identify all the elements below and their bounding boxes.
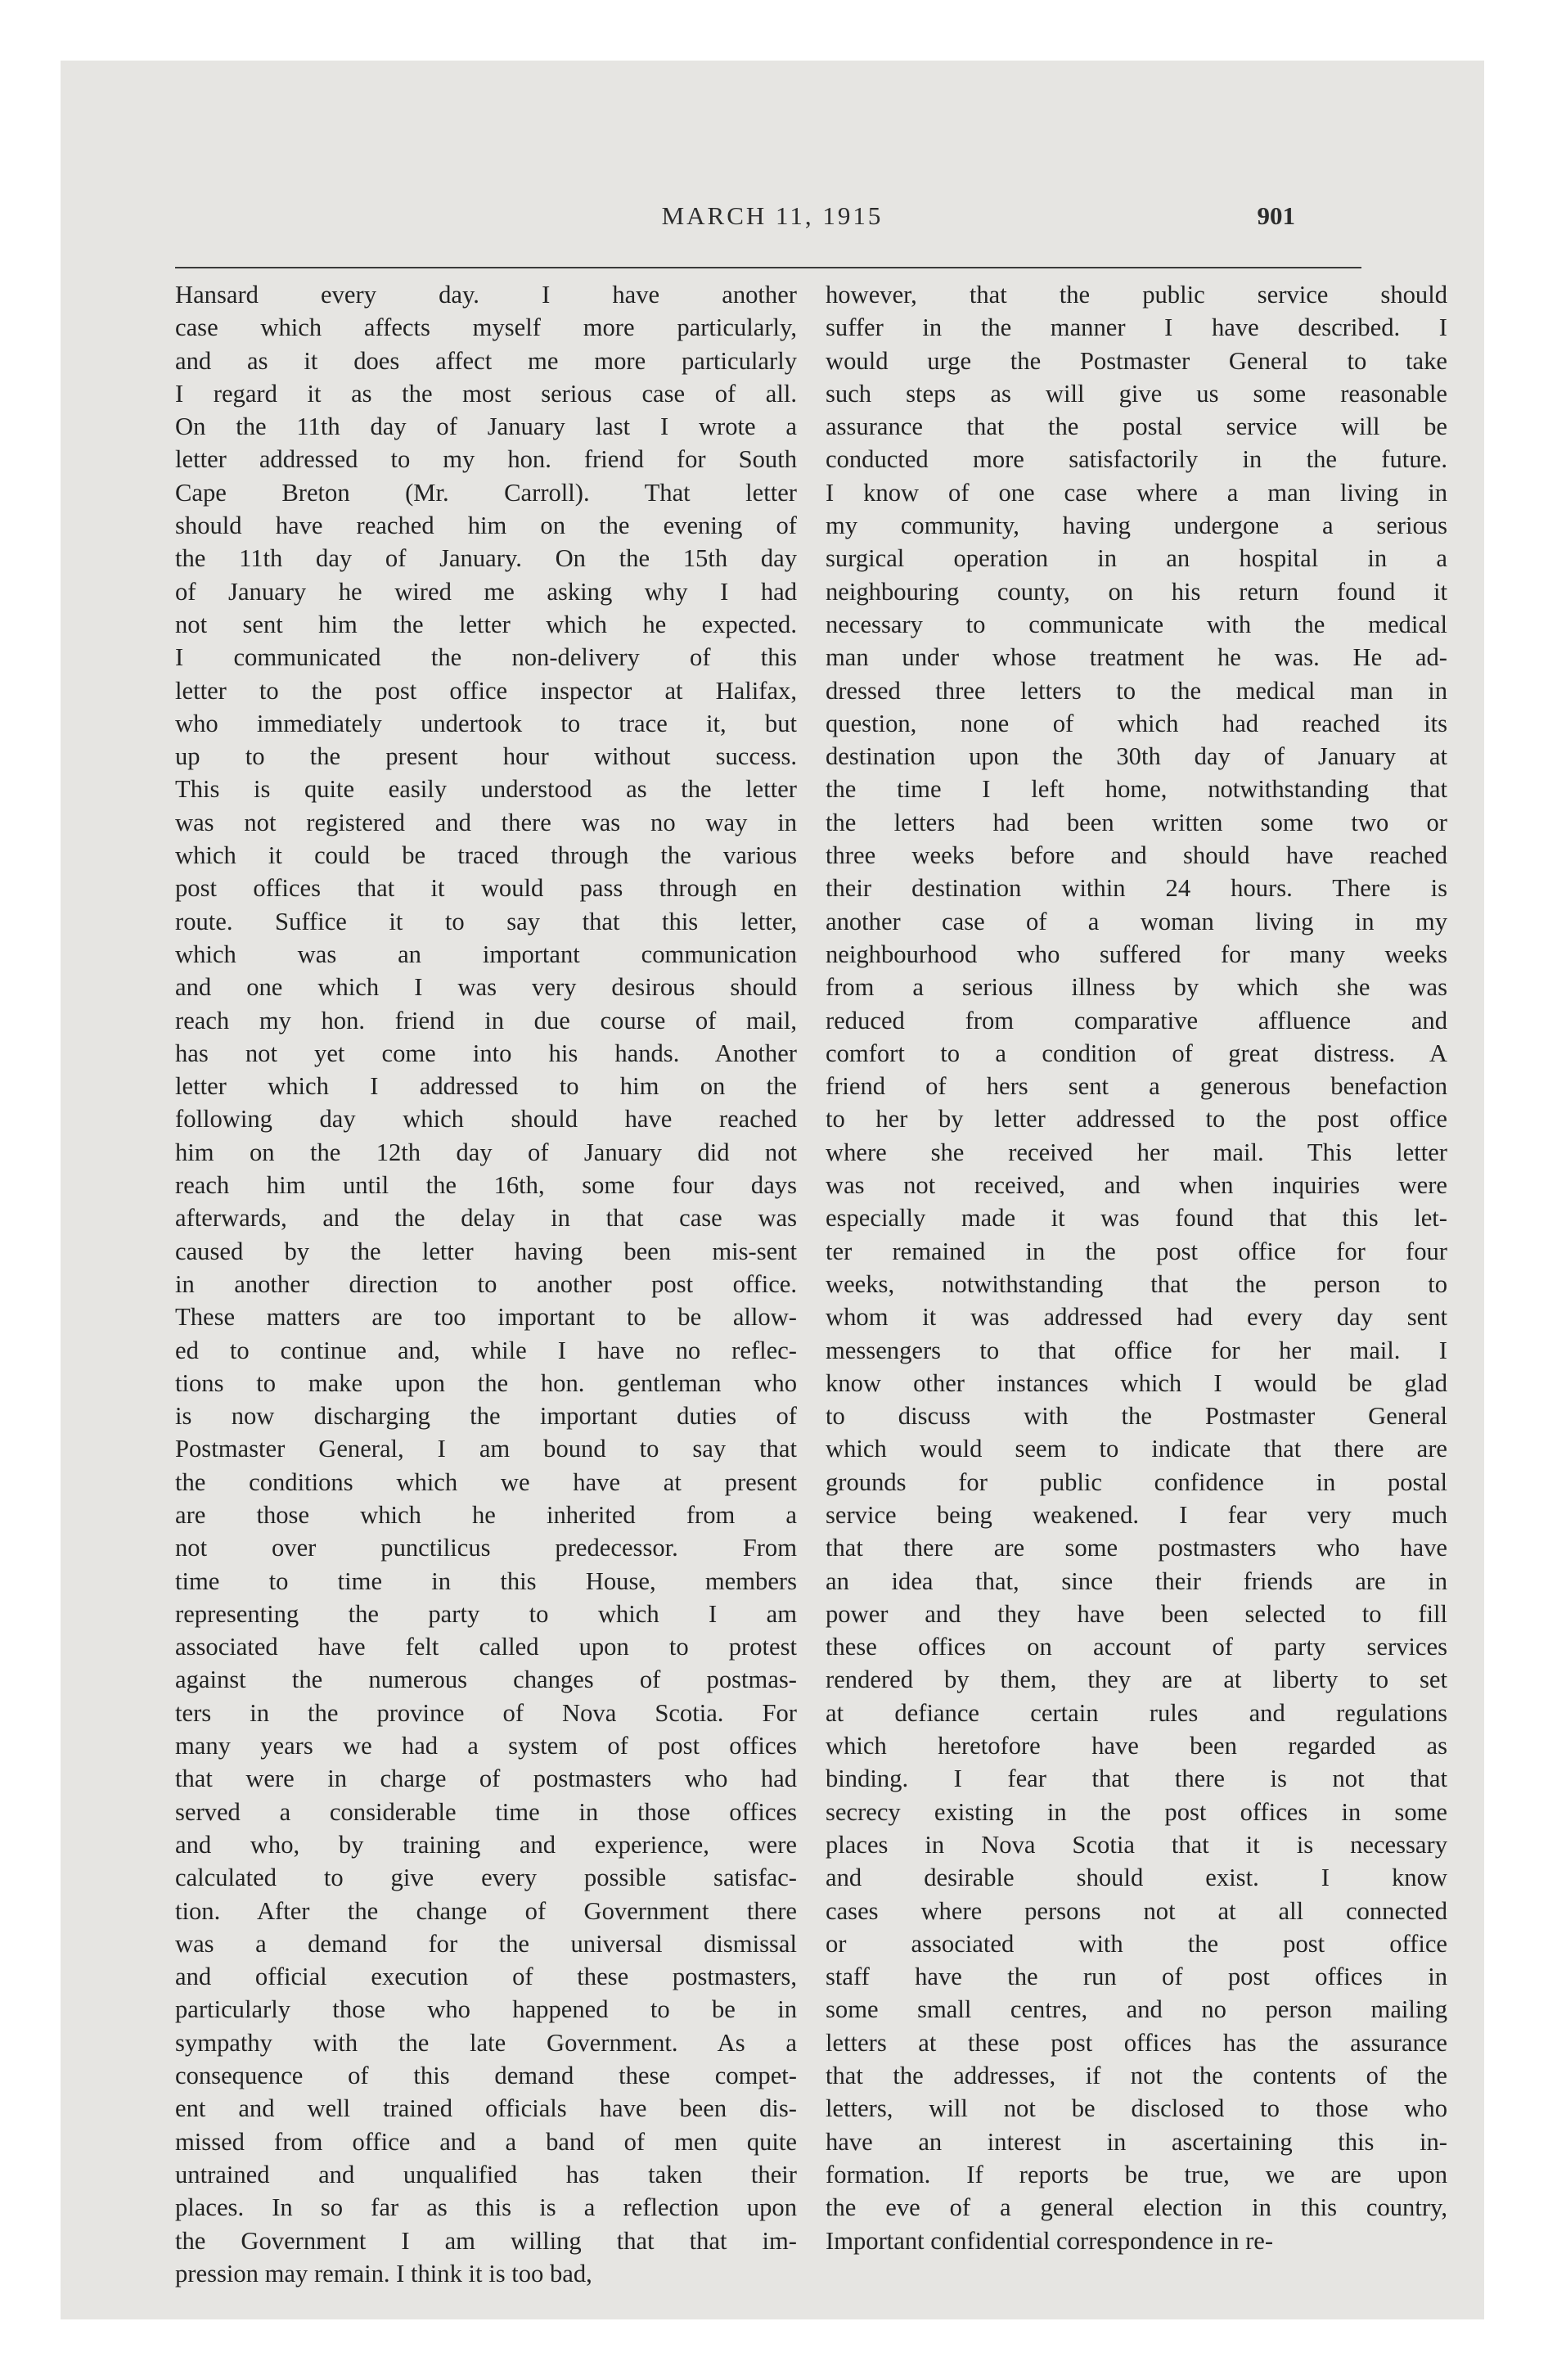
- text-line: should have reached him on the evening of: [175, 512, 797, 540]
- text-line: places. In so far as this is a reflection upon: [175, 2193, 797, 2222]
- text-line: from a serious illness by which she was: [826, 973, 1447, 1002]
- text-line: This is quite easily understood as the letter: [175, 775, 797, 804]
- text-line: particularly those who happened to be in: [175, 1995, 797, 2024]
- text-line: not sent him the letter which he expected.: [175, 610, 797, 638]
- text-line: I regard it as the most serious case of all.: [175, 379, 797, 408]
- text-line: letters, will not be disclosed to those who: [826, 2094, 1447, 2123]
- text-line: I know of one case where a man living in: [826, 478, 1447, 507]
- text-line: letter to the post office inspector at Halifax,: [175, 676, 797, 705]
- text-line: formation. If reports be true, we are upon: [826, 2160, 1447, 2188]
- text-line: their destination within 24 hours. There is: [826, 874, 1447, 903]
- text-line: suffer in the manner I have described. I: [826, 313, 1447, 342]
- text-line: the letters had been written some two or: [826, 808, 1447, 836]
- page: [61, 61, 1484, 2319]
- text-line: which it could be traced through the various: [175, 841, 797, 870]
- text-line: an idea that, since their friends are in: [826, 1566, 1447, 1595]
- text-line: comfort to a condition of great distress. A: [826, 1039, 1447, 1067]
- text-line: ters in the province of Nova Scotia. For: [175, 1698, 797, 1727]
- text-line: Important confidential correspondence in re-: [826, 2226, 1274, 2255]
- text-line: letter which I addressed to him on the: [175, 1072, 797, 1101]
- text-line: would urge the Postmaster General to take: [826, 346, 1447, 375]
- text-line: sympathy with the late Government. As a: [175, 2028, 797, 2057]
- text-line: the eve of a general election in this country,: [826, 2193, 1447, 2222]
- text-line: Postmaster General, I am bound to say that: [175, 1435, 797, 1463]
- text-line: cases where persons not at all connected: [826, 1896, 1447, 1925]
- text-line: who immediately undertook to trace it, but: [175, 709, 797, 737]
- left-column: [175, 278, 797, 2290]
- text-line: places in Nova Scotia that it is necessary: [826, 1830, 1447, 1859]
- page-title: MARCH 11, 1915: [661, 201, 884, 230]
- text-line: necessary to communicate with the medical: [826, 610, 1447, 638]
- text-line: have an interest in ascertaining this in-: [826, 2127, 1447, 2156]
- text-line: power and they have been selected to fill: [826, 1599, 1447, 1628]
- text-line: against the numerous changes of postmas-: [175, 1666, 797, 1694]
- text-line: to her by letter addressed to the post office: [826, 1105, 1447, 1134]
- text-line: rendered by them, they are at liberty to set: [826, 1666, 1447, 1694]
- text-line: to discuss with the Postmaster General: [826, 1402, 1447, 1431]
- text-line: These matters are too important to be allow-: [175, 1303, 797, 1332]
- text-line: is now discharging the important duties of: [175, 1402, 797, 1431]
- text-line: assurance that the postal service will be: [826, 412, 1447, 441]
- text-line: of January he wired me asking why I had: [175, 577, 797, 606]
- text-line: following day which should have reached: [175, 1105, 797, 1134]
- text-line: tions to make upon the hon. gentleman who: [175, 1368, 797, 1397]
- text-line: route. Suffice it to say that this letter,: [175, 907, 797, 935]
- text-line: which was an important communication: [175, 940, 797, 968]
- text-line: was not received, and when inquiries were: [826, 1171, 1447, 1200]
- header-rule: [175, 267, 1361, 268]
- text-line: my community, having undergone a serious: [826, 512, 1447, 540]
- text-line: at defiance certain rules and regulations: [826, 1698, 1447, 1727]
- text-line: in another direction to another post office.: [175, 1269, 797, 1298]
- text-line: reach him until the 16th, some four days: [175, 1171, 797, 1200]
- text-line: caused by the letter having been mis-sent: [175, 1237, 797, 1265]
- text-line: case which affects myself more particularly,: [175, 313, 797, 342]
- text-line: not over punctilicus predecessor. From: [175, 1534, 797, 1562]
- text-line: where she received her mail. This letter: [826, 1138, 1447, 1166]
- text-line: three weeks before and should have reached: [826, 841, 1447, 870]
- text-line: weeks, notwithstanding that the person to: [826, 1269, 1447, 1298]
- text-line: staff have the run of post offices in: [826, 1963, 1447, 1991]
- text-line: messengers to that office for her mail. I: [826, 1336, 1447, 1364]
- text-line: man under whose treatment he was. He ad-: [826, 643, 1447, 672]
- text-line: and who, by training and experience, were: [175, 1830, 797, 1859]
- page-number: 901: [1257, 201, 1295, 230]
- text-line: which would seem to indicate that there are: [826, 1435, 1447, 1463]
- text-line: time to time in this House, members: [175, 1566, 797, 1595]
- right-column: [826, 278, 1447, 2257]
- text-line: many years we had a system of post offices: [175, 1732, 797, 1760]
- text-line: tion. After the change of Government there: [175, 1896, 797, 1925]
- text-line: the conditions which we have at present: [175, 1467, 797, 1496]
- text-line: that were in charge of postmasters who had: [175, 1765, 797, 1793]
- text-line: especially made it was found that this let-: [826, 1204, 1447, 1233]
- text-line: ter remained in the post office for four: [826, 1237, 1447, 1265]
- text-line: know other instances which I would be glad: [826, 1368, 1447, 1397]
- text-line: reduced from comparative affluence and: [826, 1006, 1447, 1034]
- text-line: I communicated the non-delivery of this: [175, 643, 797, 672]
- text-line: associated have felt called upon to protest: [175, 1633, 797, 1661]
- text-line: reach my hon. friend in due course of mail,: [175, 1006, 797, 1034]
- running-head: [61, 201, 1484, 234]
- text-line: letter addressed to my hon. friend for South: [175, 445, 797, 474]
- text-line: some small centres, and no person mailing: [826, 1995, 1447, 2024]
- text-line: On the 11th day of January last I wrote a: [175, 412, 797, 441]
- text-line: missed from office and a band of men quite: [175, 2127, 797, 2156]
- text-line: was a demand for the universal dismissal: [175, 1929, 797, 1958]
- text-line: that the addresses, if not the contents of the: [826, 2062, 1447, 2090]
- text-line: another case of a woman living in my: [826, 907, 1447, 935]
- text-line: however, that the public service should: [826, 281, 1447, 309]
- text-line: neighbourhood who suffered for many weeks: [826, 940, 1447, 968]
- text-line: and as it does affect me more particularly: [175, 346, 797, 375]
- text-line: or associated with the post office: [826, 1929, 1447, 1958]
- text-line: question, none of which had reached its: [826, 709, 1447, 737]
- text-line: which heretofore have been regarded as: [826, 1732, 1447, 1760]
- text-line: grounds for public confidence in postal: [826, 1467, 1447, 1496]
- text-line: ent and well trained officials have been dis-: [175, 2094, 797, 2123]
- text-line: friend of hers sent a generous benefaction: [826, 1072, 1447, 1101]
- text-line: the 11th day of January. On the 15th day: [175, 544, 797, 573]
- text-line: the Government I am willing that that im-: [175, 2226, 797, 2255]
- text-line: secrecy existing in the post offices in some: [826, 1797, 1447, 1826]
- text-line: conducted more satisfactorily in the future.: [826, 445, 1447, 474]
- text-line: ed to continue and, while I have no reflec-: [175, 1336, 797, 1364]
- text-line: surgical operation in an hospital in a: [826, 544, 1447, 573]
- text-line: dressed three letters to the medical man in: [826, 676, 1447, 705]
- text-line: served a considerable time in those offices: [175, 1797, 797, 1826]
- text-line: the time I left home, notwithstanding that: [826, 775, 1447, 804]
- text-line: service being weakened. I fear very much: [826, 1500, 1447, 1529]
- text-line: are those which he inherited from a: [175, 1500, 797, 1529]
- text-line: afterwards, and the delay in that case was: [175, 1204, 797, 1233]
- text-line: these offices on account of party services: [826, 1633, 1447, 1661]
- text-line: post offices that it would pass through en: [175, 874, 797, 903]
- text-line: has not yet come into his hands. Another: [175, 1039, 797, 1067]
- text-line: such steps as will give us some reasonable: [826, 379, 1447, 408]
- text-line: destination upon the 30th day of January at: [826, 742, 1447, 771]
- text-line: up to the present hour without success.: [175, 742, 797, 771]
- text-line: neighbouring county, on his return found it: [826, 577, 1447, 606]
- text-line: Cape Breton (Mr. Carroll). That letter: [175, 478, 797, 507]
- text-line: and one which I was very desirous should: [175, 973, 797, 1002]
- text-line: and official execution of these postmasters,: [175, 1963, 797, 1991]
- text-line: calculated to give every possible satisfac-: [175, 1864, 797, 1892]
- text-line: was not registered and there was no way in: [175, 808, 797, 836]
- text-line: pression may remain. I think it is too bad,: [175, 2259, 592, 2288]
- text-line: representing the party to which I am: [175, 1599, 797, 1628]
- text-line: binding. I fear that there is not that: [826, 1765, 1447, 1793]
- text-line: untrained and unqualified has taken their: [175, 2160, 797, 2188]
- text-line: him on the 12th day of January did not: [175, 1138, 797, 1166]
- text-line: that there are some postmasters who have: [826, 1534, 1447, 1562]
- text-line: Hansard every day. I have another: [175, 281, 797, 309]
- text-line: consequence of this demand these compet-: [175, 2062, 797, 2090]
- text-line: whom it was addressed had every day sent: [826, 1303, 1447, 1332]
- text-line: and desirable should exist. I know: [826, 1864, 1447, 1892]
- text-line: letters at these post offices has the assurance: [826, 2028, 1447, 2057]
